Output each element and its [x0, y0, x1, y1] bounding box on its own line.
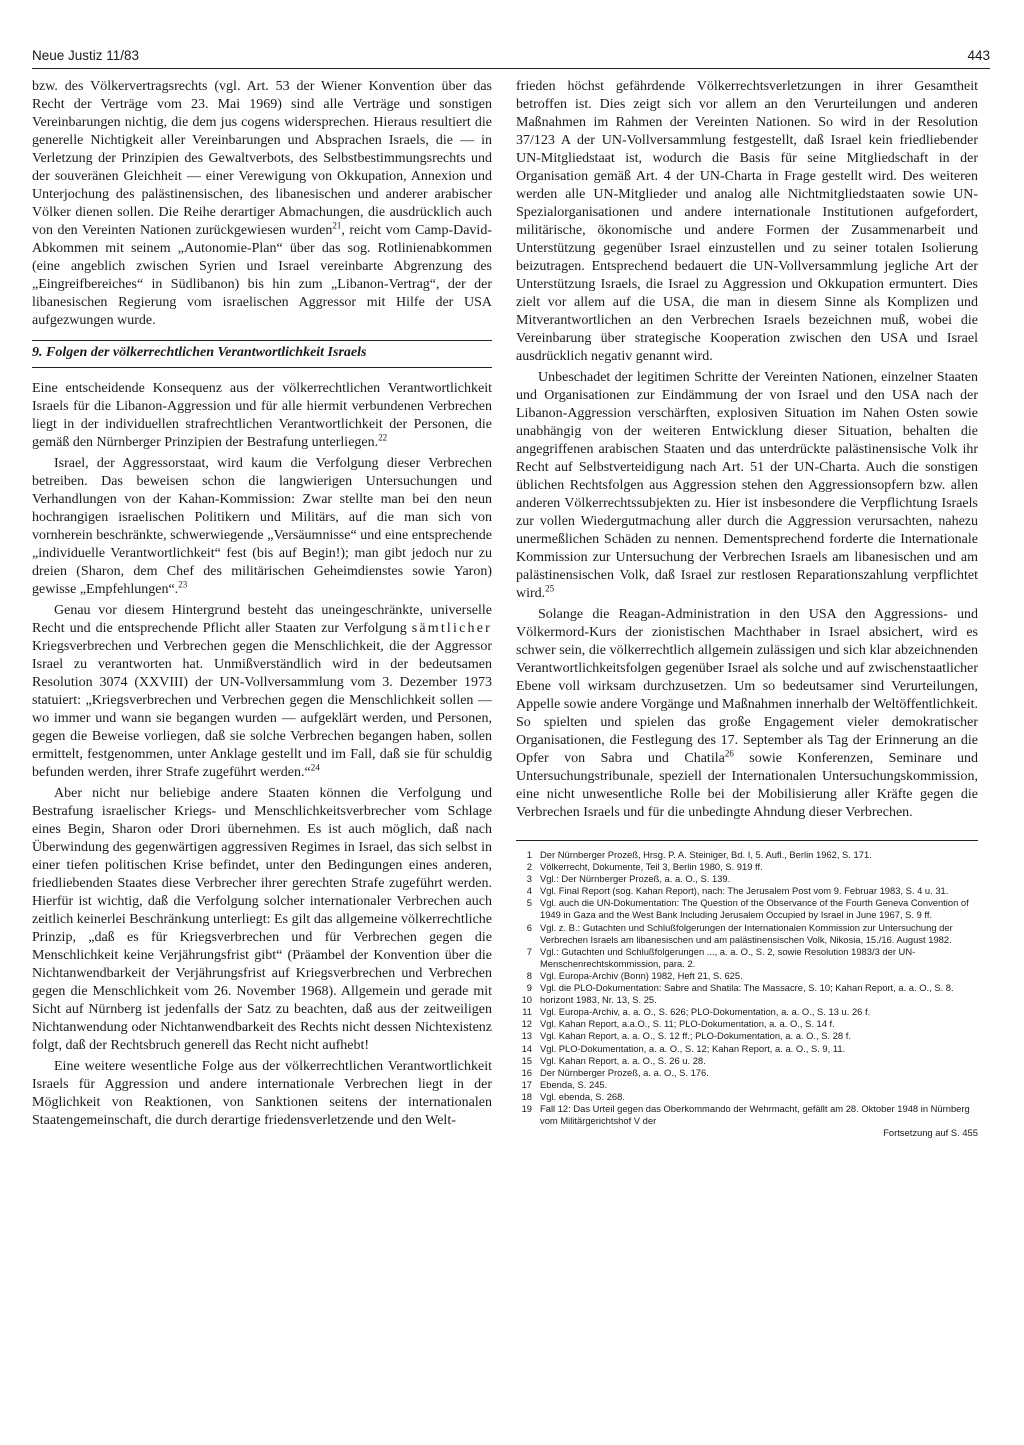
footnote: 18 Vgl. ebenda, S. 268.: [521, 1090, 625, 1102]
footnote: 11 Vgl. Europa-Archiv, a. a. O., S. 626; PLO-Dokumentation, a. a. O., S. 13 u. 26 f.: [522, 1006, 871, 1018]
paragraph: Eine entscheidende Konsequenz aus der völkerrechtlichen Verantwortlichkeit Israels für die Libanon-Aggression und für alle hiermit verbundenen Verbrechen liegt in der individuellen strafrechtlichen Verantwortlichkeit der Personen, die gemäß den Nürnberger Prinzipien der Bestrafung unterliegen.$^{22}$: [32, 381, 492, 450]
emphasized-word: sämtlicher: [411, 621, 492, 636]
right-column: [516, 78, 978, 1139]
paragraph: Unbeschadet der legitimen Schritte der Vereinten Nationen, einzelner Staaten und Organisationen zur Eindämmung der von Israel und den USA nach der Libanon-Aggression verschärften, explosiven Situation im Nahen Osten sowie unabhängig von der weiteren Entwicklung dieser Situation, behalten die angegriffenen arabischen Staaten und das unterdrückte palästinensische Volk ihr Recht auf Selbstverteidigung nach Art. 51 der UN-Charta. Auch die sonstigen üblichen Rechtsfolgen aus Aggression stehen den Aggressionsopfern bzw. allen anderen Völkerrechtssubjekten zu. Hier ist insbesondere die Verpflichtung Israels zur vollen Wiedergutmachung aller durch die Aggression verursachten, nahezu unermeßlichen Schäden zu nennen. Dementsprechend forderte die Internationale Kommission zur Untersuchung der Verbrechen Israels am libanesischen und am palästinensischen Volk, daß Israel zur restlosen Reparationszahlung verpflichtet wird.$^{25}$: [516, 370, 978, 601]
page-number: 443: [967, 48, 990, 63]
left-column: [32, 78, 492, 1133]
footnote: 2 Völkerrecht, Dokumente, Teil 3, Berlin 1980, S. 919 ff.: [526, 861, 763, 873]
footnote-ref[interactable]: 24: [310, 762, 320, 773]
footnote: 12 Vgl. Kahan Report, a.a.O., S. 11; PLO-Dokumentation, a. a. O., S. 14 f.: [521, 1018, 835, 1030]
footnote-continuation[interactable]: Fortsetzung auf S. 455: [883, 1127, 978, 1139]
footnote: 3 Vgl.: Der Nürnberger Prozeß, a. a. O., S. 139.: [526, 873, 731, 885]
paragraph: Eine weitere wesentliche Folge aus der völkerrechtlichen Verantwortlichkeit Israels für Aggression und andere internationale Verbrechen liegt in der Möglichkeit von Reaktionen, von Sanktionen seitens der internationalen Staatengemeinschaft, die durch derartige friedensverletzende und den Welt-: [32, 1059, 492, 1128]
paragraph: bzw. des Völkervertragsrechts (vgl. Art. 53 der Wiener Konvention über das Recht der Verträge vom 23. Mai 1969) sind alle Verträge und sonstigen Vereinbarungen nichtig, die dem jus cogens widersprechen. Hieraus resultiert die generelle Nichtigkeit aller Vereinbarungen und Absprachen Israels, die — in Verletzung der Prinzipien des Gewaltverbots, des Selbstbestimmungsrechts und der souveränen Gleichheit — einer Verewigung von Okkupation, Annexion und Unterjochung des palästinensischen, des libanesischen und anderer arabischer Völker dienen sollen. Die Reihe derartiger Abmachungen, die ausdrücklich auch von den Vereinten Nationen zurückgewiesen wurden$^{21}$, reicht vom Camp-David-Abkommen mit seinem „Autonomie-Plan“ über das sog. Rotlinienabkommen (eine angeblich zwischen Syrien und Israel vereinbarte Abgrenzung des „Eingreifbereiches“ in Südlibanon) bis hin zum „Libanon-Vertrag“, der der libanesischen Regierung vom israelischen Aggressor mit Hilfe der USA aufgezwungen wurde.: [32, 79, 492, 328]
footnote: 16 Der Nürnberger Prozeß, a. a. O., S. 176.: [521, 1066, 709, 1078]
footnote: 1 Der Nürnberger Prozeß, Hrsg. P. A. Steiniger, Bd. I, 5. Aufl., Berlin 1962, S. 171.: [526, 849, 872, 860]
footnote-ref[interactable]: 21: [332, 220, 342, 231]
footnote: 10 horizont 1983, Nr. 13, S. 25.: [521, 994, 657, 1006]
footnote: 15 Vgl. Kahan Report, a. a. O., S. 26 u. 28.: [521, 1054, 706, 1066]
journal-title: Neue Justiz 11/83: [32, 48, 140, 63]
footnote: 5 Vgl. auch die UN-Dokumentation: The Question of the Observance of the Fourth Geneva Convention of 1949 in Gaza and the West Bank Including Jerusalem Occupied by Israel in June 1967, S. 9 ff.: [526, 897, 969, 921]
section-heading: 9. Folgen der völkerrechtlichen Verantwortlichkeit Israels: [32, 340, 492, 368]
footnote: 6 Vgl. z. B.: Gutachten und Schlußfolgerungen der Internationalen Kommission zur Untersuchung der Verbrechen Israels am libanesischen und am palästinensischen Volk, Nikosia, 15./16. August 1982.: [526, 921, 953, 945]
footnote-ref[interactable]: 26: [724, 748, 734, 759]
paragraph: Genau vor diesem Hintergrund besteht das uneingeschränkte, universelle Recht und die entsprechende Pflicht aller Staaten zur Verfolgung sämtlicher Kriegsverbrechen und Verbrechen gegen die Menschlichkeit, die der Aggressor Israel zu verantworten hat. Unmißverständlich wird in der bedeutsamen Resolution 3074 (XXVIII) der UN-Vollversammlung vom 3. Dezember 1973 statuiert: „Kriegsverbrechen und Verbrechen gegen die Menschlichkeit sollen — wo immer und wann sie begangen wurden — aufgeklärt werden, und Personen, gegen die Beweise vorliegen, daß sie solche Verbrechen begangen haben, sollen ermittelt, festgenommen, unter Anklage gestellt und im Fall, daß sie für schuldig befunden werden, ihrer Strafe zugeführt werden.“$^{24}$: [32, 603, 492, 780]
footnote: 4 Vgl. Final Report (sog. Kahan Report), nach: The Jerusalem Post vom 9. Februar 1983, S. 4 u. 31.: [526, 885, 949, 897]
paragraph: frieden höchst gefährdende Völkerrechtsverletzungen in ihrer Gesamtheit betroffen ist. Dies zeigt sich vor allem an den Verurteilungen und anderen Maßnahmen im Rahmen der Vereinten Nationen. So wird in der Resolution 37/123 A der UN-Vollversammlung festgestellt, daß Israel kein friedliebender UN-Mitgliedstaat ist, wodurch die Basis für seine Mitgliedschaft in der Organisation gemäß Art. 4 der UN-Charta in Frage gestellt wird. Des weiteren werden alle UN-Mitglieder und analog alle Nichtmitgliedstaaten sowie UN-Spezialorganisationen und andere internationale Institutionen aufgefordert, militärische, ökonomische und andere Formen der Zusammenarbeit und Unterstützung gegenüber Israel einzustellen und zu seiner totalen Isolierung beizutragen. Entsprechend bedauert die UN-Vollversammlung jegliche Art der Unterstützung Israels, die Israel zu Aggression und Okkupation ermuntert. Dies zielt vor allem auf die USA, die man in diesem Sinne als Komplizen und Mitverantwortlichen an den Verbrechen Israels bezeichnen muß, wobei die Vereinbarung über strategische Kooperation zwischen den USA und Israel ausdrücklich negativ genannt wird.: [516, 79, 978, 364]
footnote: 7 Vgl.: Gutachten und Schlußfolgerungen ..., a. a. O., S. 2, sowie Resolution 1983/3 der UN-Menschenrechtskommission, para. 2.: [526, 945, 916, 969]
footnote: 14 Vgl. PLO-Dokumentation, a. a. O., S. 12; Kahan Report, a. a. O., S. 9, 11.: [521, 1042, 846, 1054]
paragraph: Israel, der Aggressorstaat, wird kaum die Verfolgung dieser Verbrechen betreiben. Das beweisen schon die langwierigen Untersuchungen und Verhandlungen von der Kahan-Kommission: Zwar stellte man bei den neun hochrangigen israelischen Politikern und Militärs, auf die man sich von vornherein beschränkte, schwerwiegende „Versäumnisse“ und eine entsprechende „individuelle Verantwortlichkeit“ fest (bis auf Begin!); man gibt jedoch nur zu dreien (Sharon, dem Chef des militärischen Geheimdienstes sowie Yaron) gewisse „Empfehlungen“.$^{23}$: [32, 456, 492, 597]
paragraph: Aber nicht nur beliebige andere Staaten können die Verfolgung und Bestrafung israelischer Kriegs- und Menschlichkeitsverbrecher vom Schlage eines Begin, Sharon oder Drori übernehmen. Es ist auch möglich, daß nach Überwindung des gegenwärtigen aggressiven Regimes in Israel, das sich selbst in einer tiefen politischen Krise befindet, unter den Bedingungen eines anderen, friedliebenden Staates diese Verbrecher ihrer gerechten Strafe zugeführt werden. Hierfür ist wichtig, daß die Verfolgung solcher internationaler Verbrechen auch zeitlich keinerlei Beschränkung unterliegt: Es gilt das allgemeine völkerrechtliche Prinzip, „daß es für Kriegsverbrechen und für Verbrechen gegen die Menschlichkeit keine Verjährungsfrist gibt“ (Präambel der Konvention über die Nichtanwendbarkeit der Verjährungsfrist auf Kriegsverbrechen und Verbrechen gegen die Menschlichkeit vom 26. November 1968). Allgemein und gerade mit Sicht auf Nürnberg ist jedenfalls der Satz zu beachten, daß aus der zeitweiligen Nichtanwendung oder Nichtanwendbarkeit des Rechts nicht dessen Nichtexistenz folgt, daß der Rechtsbruch generell das Recht nicht aufhebt!: [32, 786, 492, 1053]
footnote: 13 Vgl. Kahan Report, a. a. O., S. 12 ff.; PLO-Dokumentation, a. a. O., S. 28 f.: [521, 1030, 851, 1042]
footnote-ref[interactable]: 23: [178, 579, 188, 590]
paragraph: Solange die Reagan-Administration in den USA den Aggressions- und Völkermord-Kurs der zionistischen Machthaber in Israel absichert, wird es schwer sein, die völkerrechtlich allgemein zulässigen und sich klar abzeichnenden Verantwortlichkeitsfolgen gegenüber Israel als solche und auf zwischenstaatlicher Ebene voll wirksam durchzusetzen. Um so bedeutsamer sind Verurteilungen, Appelle sowie andere Vorgänge und Maßnahmen innerhalb der Weltöffentlichkeit. So spielten und spielen das große Engagement vieler demokratischer Organisationen, die Festlegung des 17. September als Tag der Erinnerung an die Opfer von Sabra und Chatila$^{26}$ sowie Konferenzen, Seminare und Untersuchungstribunale, speziell der Internationalen Untersuchungskommission, eine nicht unwesentliche Rolle bei der Mobilisierung aller Kräfte gegen die Verbrechen Israels und für die unbedingte Ahndung dieser Verbrechen.: [516, 607, 978, 820]
footnote-ref[interactable]: 25: [545, 583, 555, 594]
footnote: 9 Vgl. die PLO-Dokumentation: Sabre and Shatila: The Massacre, S. 10; Kahan Report, a. a. O., S. 8.: [526, 982, 954, 994]
footnote: 17 Ebenda, S. 245.: [521, 1078, 608, 1090]
page-header: [32, 44, 990, 69]
footnotes: [516, 840, 978, 1139]
footnote: 19 Fall 12: Das Urteil gegen das Oberkommando der Wehrmacht, gefällt am 28. Oktober 1948 in Nürnberg vom Militärgerichtshof V der: [521, 1102, 970, 1127]
footnote-ref[interactable]: 22: [378, 432, 388, 443]
footnote: 8 Vgl. Europa-Archiv (Bonn) 1982, Heft 21, S. 625.: [526, 969, 743, 981]
